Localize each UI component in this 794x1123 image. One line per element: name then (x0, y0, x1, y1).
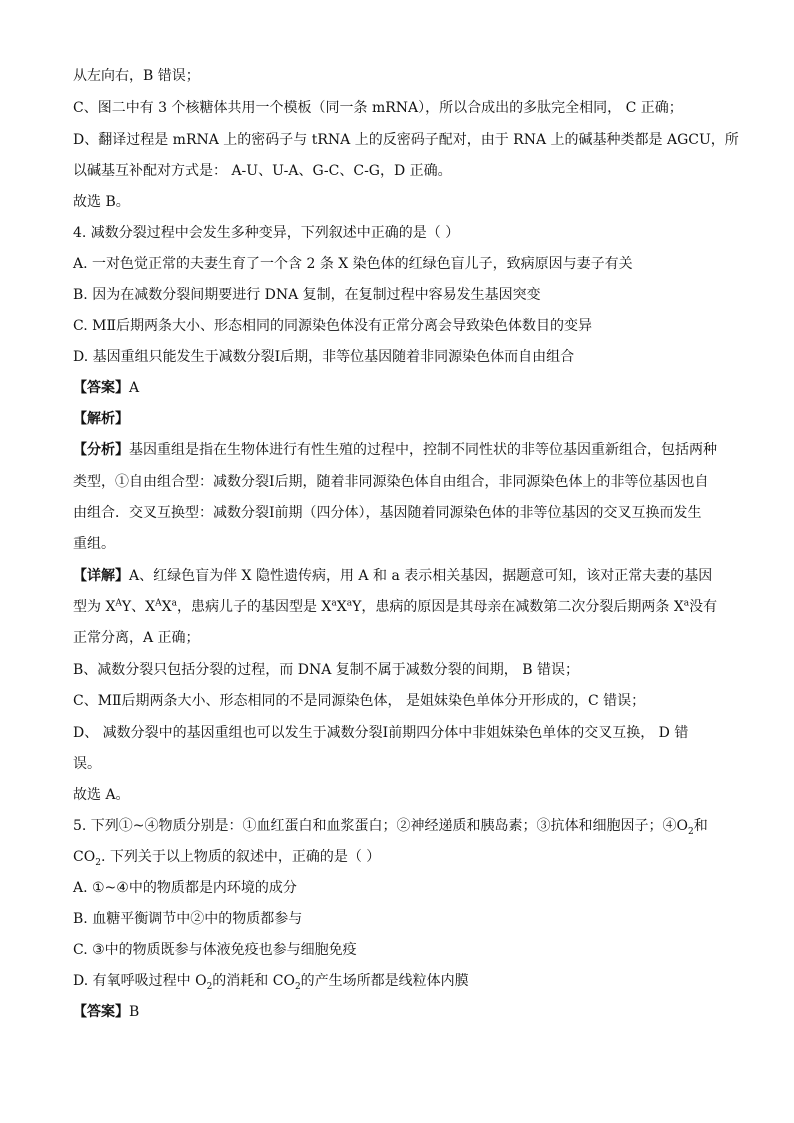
analysis-tag: 【分析】 (73, 442, 129, 458)
q4-analysis-line-1 (73, 440, 734, 460)
sup-a2: A (155, 598, 162, 609)
q5-optd-text-a: D. 有氧呼吸过程中 O (73, 973, 207, 989)
q3-tail-line-4: 以碱基互补配对方式是： A-U、U-A、G-C、C-G，D 正确。 (73, 163, 452, 179)
q5-option-a: A. ①~④中的物质都是内环境的成分 (73, 880, 297, 896)
q5-optd-sub-2: 2 (294, 981, 301, 992)
q4-detail-d-line-1: D、 减数分裂中的基因重组也可以发生于减数分裂Ⅰ前期四分体中非姐妹染色单体的交叉互换， D 错 (73, 725, 689, 741)
q4-option-c: C. MⅡ后期两条大小、形态相同的同源染色体没有正常分离会导致染色体数目的变异 (73, 318, 592, 334)
q3-tail-line-3: D、翻译过程是 mRNA 上的密码子与 tRNA 上的反密码子配对，由于 RNA 上的碱基种类都是 AGCU，所 (73, 132, 739, 148)
q4-jiexi-heading: 【解析】 (73, 411, 129, 427)
q5-option-b: B. 血糖平衡调节中②中的物质都参与 (73, 911, 303, 927)
genotype-text-g: 没有 (689, 599, 718, 615)
sup-a5: a (346, 598, 353, 609)
q4-option-d: D. 基因重组只能发生于减数分裂Ⅰ后期，非等位基因随着非同源染色体而自由组合 (73, 349, 575, 365)
q3-tail-line-2: C、图二中有 3 个核糖体共用一个模板（同一条 mRNA），所以合成出的多肽完全相同， C 正确； (73, 100, 683, 116)
answer-value: B (129, 1004, 140, 1020)
q5-stem2-text-b: . 下列关于以上物质的叙述中，正确的是（ ） (100, 849, 381, 865)
genotype-text-f: Y，患病的原因是其母亲在减数第二次分裂后期两条 X (352, 599, 684, 615)
detail-tag: 【详解】 (73, 568, 129, 584)
q4-detail-line-1 (73, 566, 734, 586)
q5-option-d (73, 971, 734, 991)
sup-a4: a (331, 598, 337, 609)
answer-tag: 【答案】 (73, 1004, 129, 1020)
q5-optd-text-b: 的消耗和 CO (212, 973, 295, 989)
q5-sub-co2: 2 (95, 857, 101, 868)
answer-tag: 【答案】 (73, 380, 129, 396)
q4-detail-line-2 (73, 597, 734, 617)
sup-a1: A (115, 598, 122, 609)
q5-stem-text-a: 5. 下列①~④物质分别是：①血红蛋白和血浆蛋白；②神经递质和胰岛素；③抗体和细胞因子；④O (73, 818, 689, 834)
q5-optd-sub-1: 2 (206, 981, 213, 992)
q5-answer (73, 1002, 734, 1022)
q4-answer (73, 378, 734, 398)
genotype-text-b: Y、X (121, 599, 156, 615)
q4-analysis-line-3: 由组合．交叉互换型：减数分裂Ⅰ前期（四分体），基因随着同源染色体的非等位基因的交叉互换而发生 (73, 505, 702, 521)
genotype-text-e: X (336, 599, 347, 615)
q4-option-b: B. 因为在减数分裂间期要进行 DNA 复制，在复制过程中容易发生基因突变 (73, 287, 541, 303)
q5-stem-line-2 (73, 847, 734, 867)
q4-choose: 故选 A。 (73, 787, 130, 803)
q4-detail-line-3: 正常分离，A 正确； (73, 630, 200, 646)
answer-value: A (129, 380, 140, 396)
q5-stem2-text-a: CO (73, 849, 96, 865)
sup-a3: a (171, 598, 177, 609)
q4-detail-d-line-2: 误。 (73, 756, 101, 772)
q4-detail-b: B、减数分裂只包括分裂的过程，而 DNA 复制不属于减数分裂的间期， B 错误； (73, 662, 579, 678)
q5-option-c: C. ③中的物质既参与体液免疫也参与细胞免疫 (73, 942, 357, 958)
q4-detail-c: C、MⅡ后期两条大小、形态相同的不是同源染色体， 是姐妹染色单体分开形成的，C 错误； (73, 693, 646, 709)
detail-text: A、红绿色盲为伴 X 隐性遗传病，用 A 和 a 表示相关基因，据题意可知，该对正常夫妻的基因 (129, 568, 713, 584)
q4-option-a: A. 一对色觉正常的夫妻生育了一个含 2 条 X 染色体的红绿色盲儿子，致病原因与妻子有关 (73, 256, 633, 272)
q4-stem: 4. 减数分裂过程中会发生多种变异，下列叙述中正确的是（ ） (73, 225, 460, 241)
q5-sub-o2: 2 (688, 826, 694, 837)
q4-analysis-line-2: 类型，①自由组合型：减数分裂Ⅰ后期，随着非同源染色体自由组合，非同源染色体上的非等位基因也自 (73, 474, 709, 490)
q3-tail-line-1: 从左向右，B 错误； (73, 68, 200, 84)
sup-a6: a (683, 598, 690, 609)
q3-choose: 故选 B。 (73, 194, 130, 210)
q4-analysis-line-4: 重组。 (73, 536, 115, 552)
genotype-text-d: ，患病儿子的基因型是 X (176, 599, 332, 615)
genotype-text-a: 型为 X (73, 599, 116, 615)
q5-stem-line-1 (73, 816, 734, 836)
q5-optd-text-c: 的产生场所都是线粒体内膜 (300, 973, 469, 989)
q5-stem-text-b: 和 (693, 818, 708, 834)
genotype-text-c: X (161, 599, 172, 615)
analysis-text: 基因重组是指在生物体进行有性生殖的过程中，控制不同性状的非等位基因重新组合，包括两种 (129, 442, 717, 458)
